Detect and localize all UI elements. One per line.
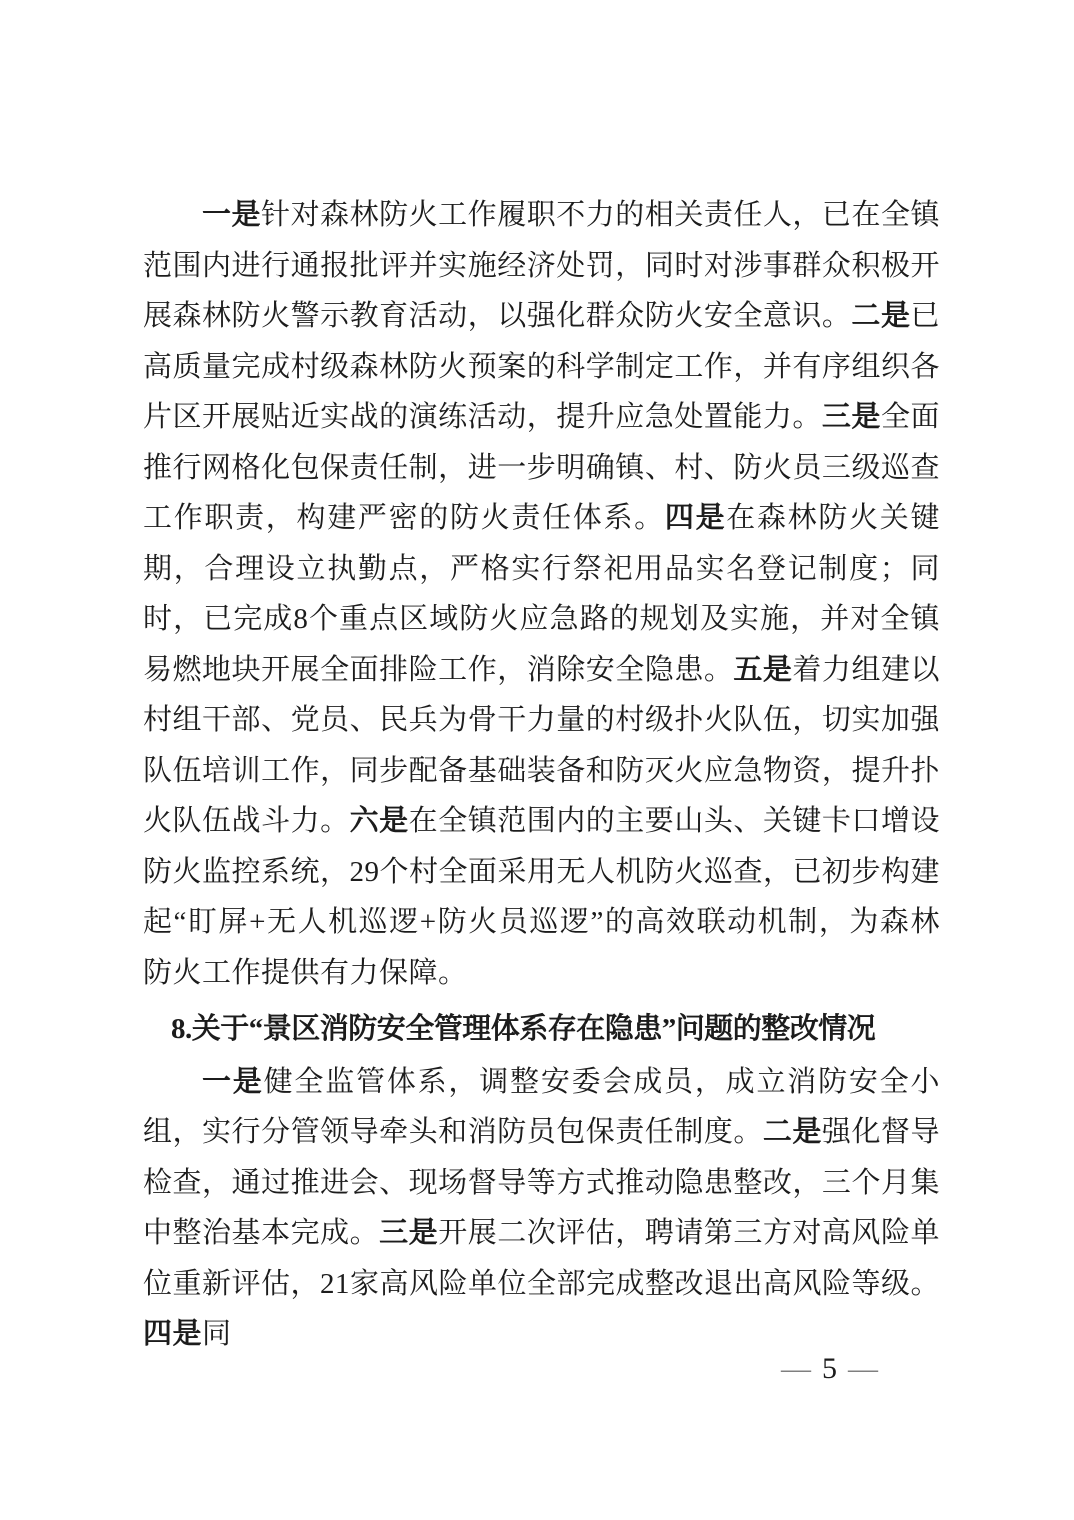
text-run: 同 (202, 1318, 232, 1350)
enum-marker-wushi: 五是 (733, 653, 793, 686)
enum-marker-sishi: 四是 (143, 1318, 203, 1350)
paragraph-forest-fire-rectification (143, 190, 940, 998)
body-text-block (143, 190, 940, 1360)
enum-marker-sishi: 四是 (664, 502, 727, 534)
section-heading-8: 8.关于“景区消防安全管理体系存在隐患”问题的整改情况 (171, 1013, 876, 1045)
enum-marker-sanshi: 三是 (379, 1217, 439, 1249)
text-run: 针对森林防火工作履职不力的相关责任人，已在全镇范围内进行通报批评并实施经济处罚，同时对涉事群众积极开展森林防火警示教育活动，以强化群众防火安全意识。 (143, 199, 940, 332)
paragraph-scenic-area-fire-safety (143, 1057, 940, 1360)
text-run: 全面推行网格化包保责任制，进一步明确镇、村、防火员三级巡查工作职责，构建严密的防火责任体系。 (143, 401, 940, 534)
enum-marker-ershi: 二是 (851, 300, 911, 332)
enum-marker-liushi: 六是 (349, 805, 409, 837)
text-run: 开展二次评估，聘请第三方对高风险单位重新评估，21家高风险单位全部完成整改退出高风险等级。 (143, 1217, 941, 1300)
text-run: 已高质量完成村级森林防火预案的科学制定工作，并有序组织各片区开展贴近实战的演练活动，提升应急处置能力。 (143, 300, 940, 433)
footer-dash-left: — (781, 1352, 811, 1385)
text-run: 着力组建以村组干部、党员、民兵为骨干力量的村级扑火队伍，切实加强队伍培训工作，同步配备基础装备和防灭火应急物资，提升扑火队伍战斗力。 (143, 653, 940, 837)
enum-marker-sanshi: 三是 (821, 401, 881, 433)
enum-marker-yishi: 一是 (202, 1065, 264, 1098)
page-number: 5 (822, 1352, 837, 1385)
enum-marker-yishi: 一是 (202, 199, 262, 231)
text-run: 健全监管体系，调整安委会成员，成立消防安全小组，实行分管领导牵头和消防员包保责任制度。 (143, 1065, 940, 1148)
text-run: 强化督导检查，通过推进会、现场督导等方式推动隐患整改，三个月集中整治基本完成。 (143, 1116, 940, 1249)
text-run: 在全镇范围内的主要山头、关键卡口增设防火监控系统，29个村全面采用无人机防火巡查，已初步构建起“盯屏+无人机巡逻+防火员巡逻”的高效联动机制，为森林防火工作提供有力保障。 (143, 805, 941, 989)
page-footer (781, 1352, 878, 1386)
footer-dash-right: — (848, 1352, 878, 1385)
enum-marker-ershi: 二是 (762, 1116, 822, 1148)
text-run: 在森林防火关键期，合理设立执勤点，严格实行祭祀用品实名登记制度；同时，已完成8个重点区域防火应急路的规划及实施，并对全镇易燃地块开展全面排险工作，消除安全隐患。 (143, 502, 940, 686)
